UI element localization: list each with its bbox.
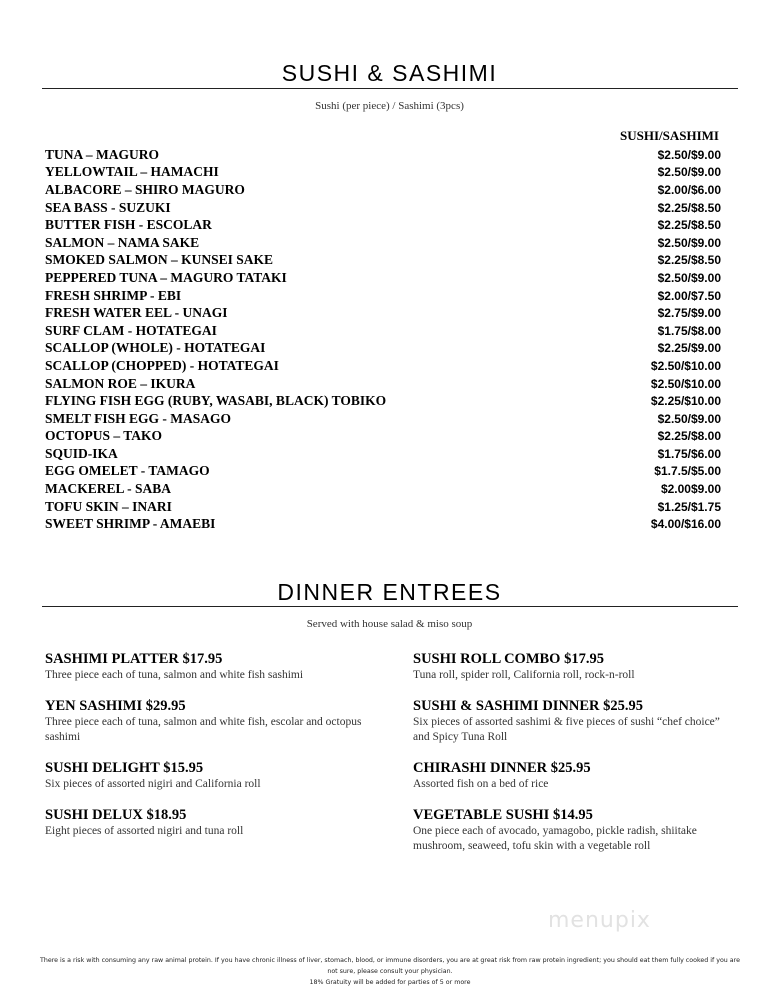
menu-item: [45, 287, 721, 305]
item-name: EGG OMELET - TAMAGO: [45, 463, 210, 479]
item-price: $1.75/$6.00: [657, 446, 721, 461]
item-name: SWEET SHRIMP - AMAEBI: [45, 516, 216, 532]
menu-item: [45, 480, 721, 498]
menu-item: [45, 515, 721, 533]
entree-item: [413, 651, 733, 683]
item-name: SMOKED SALMON – KUNSEI SAKE: [45, 252, 274, 268]
item-price: $2.50/$9.00: [657, 165, 721, 180]
item-price: $2.50/$10.00: [650, 358, 721, 373]
dinner-section-title: DINNER ENTREES: [277, 579, 502, 605]
item-price: $2.50/$9.00: [657, 270, 721, 285]
entree-name: SUSHI & SASHIMI DINNER $25.95: [413, 698, 644, 714]
menu-item: [45, 445, 721, 463]
item-name: FRESH SHRIMP - EBI: [45, 287, 182, 303]
menu-item: [45, 146, 721, 164]
sushi-item-list: [45, 146, 721, 533]
item-price: $2.00/$7.50: [657, 288, 721, 303]
menu-item: [45, 181, 721, 199]
menu-item: [45, 428, 721, 446]
entree-name: SUSHI ROLL COMBO $17.95: [413, 651, 604, 667]
entree-name: VEGETABLE SUSHI $14.95: [413, 807, 593, 823]
entree-description: Three piece each of tuna, salmon and white fish, escolar and octopus sashimi: [45, 716, 362, 743]
menupix-watermark: menupix: [548, 908, 651, 933]
item-price: $4.00/$16.00: [650, 517, 721, 532]
item-price: $2.75/$9.00: [657, 306, 721, 321]
item-price: $2.25/$10.00: [650, 394, 721, 409]
entree-description: Three piece each of tuna, salmon and white fish sashimi: [45, 669, 304, 681]
item-name: TOFU SKIN – INARI: [45, 498, 172, 514]
item-name: SQUID-IKA: [45, 445, 118, 461]
menu-item: [45, 392, 721, 410]
entree-item: [413, 698, 733, 745]
entree-description: One piece each of avocado, yamagobo, pickle radish, shiitake mushroom, seaweed, tofu skin with a vegetable roll: [413, 825, 697, 852]
item-name: SCALLOP (WHOLE) - HOTATEGAI: [45, 340, 266, 356]
menu-item: [45, 164, 721, 182]
item-name: MACKEREL - SABA: [45, 481, 172, 497]
entree-item: [45, 651, 385, 683]
entree-column-right: [413, 651, 733, 869]
item-price: $2.50/$9.00: [657, 147, 721, 162]
item-name: YELLOWTAIL – HAMACHI: [45, 164, 219, 180]
entree-column-left: [45, 651, 385, 854]
entree-name: SASHIMI PLATTER $17.95: [45, 651, 223, 667]
dinner-title-divider: [42, 606, 738, 607]
item-name: TUNA – MAGURO: [45, 146, 159, 162]
menu-item: [45, 269, 721, 287]
item-price: $2.00$9.00: [660, 482, 721, 497]
menu-item: [45, 357, 721, 375]
entree-description: Tuna roll, spider roll, California roll, rock-n-roll: [413, 669, 635, 681]
item-price: $2.50/$9.00: [657, 235, 721, 250]
menu-item: [45, 340, 721, 358]
entree-item: [45, 807, 385, 839]
menu-item: [45, 252, 721, 270]
gratuity-notice: 18% Gratuity will be added for parties of 5 or more: [309, 979, 471, 986]
menu-item: [45, 234, 721, 252]
item-name: SALMON ROE – IKURA: [45, 375, 196, 391]
dinner-section-subtitle: Served with house salad & miso soup: [306, 618, 473, 630]
item-name: OCTOPUS – TAKO: [45, 428, 163, 444]
item-name: FRESH WATER EEL - UNAGI: [45, 305, 228, 321]
menu-item: [45, 410, 721, 428]
item-price: $2.25/$8.50: [657, 253, 721, 268]
item-name: SCALLOP (CHOPPED) - HOTATEGAI: [45, 357, 279, 373]
item-price: $1.7.5/$5.00: [654, 464, 721, 479]
sushi-column-header: SUSHI/SASHIMI: [620, 128, 719, 143]
sushi-title-divider: [42, 88, 738, 89]
menu-item: [45, 216, 721, 234]
menu-item: [45, 322, 721, 340]
item-name: SEA BASS - SUZUKI: [45, 199, 171, 215]
item-name: PEPPERED TUNA – MAGURO TATAKI: [45, 269, 287, 285]
item-name: ALBACORE – SHIRO MAGURO: [45, 181, 245, 197]
entree-description: Eight pieces of assorted nigiri and tuna roll: [45, 825, 244, 837]
entree-item: [413, 807, 733, 854]
sushi-section-title: SUSHI & SASHIMI: [281, 60, 498, 86]
footer-disclaimer: [40, 955, 740, 988]
entree-description: Six pieces of assorted sashimi & five pieces of sushi “chef choice” and Spicy Tuna Roll: [413, 716, 720, 743]
item-price: $2.25/$8.50: [657, 218, 721, 233]
item-price: $2.50/$9.00: [657, 411, 721, 426]
entree-item: [45, 760, 385, 792]
menu-item: [45, 463, 721, 481]
menu-item: [45, 498, 721, 516]
item-price: $2.25/$8.00: [657, 429, 721, 444]
entree-description: Six pieces of assorted nigiri and California roll: [45, 778, 261, 790]
sushi-section-subtitle: Sushi (per piece) / Sashimi (3pcs): [315, 100, 464, 112]
item-name: SMELT FISH EGG - MASAGO: [45, 410, 232, 426]
item-price: $2.50/$10.00: [650, 376, 721, 391]
menu-item: [45, 304, 721, 322]
item-price: $2.25/$9.00: [657, 341, 721, 356]
item-name: BUTTER FISH - ESCOLAR: [45, 217, 212, 233]
item-name: SURF CLAM - HOTATEGAI: [45, 322, 217, 338]
entree-name: YEN SASHIMI $29.95: [45, 698, 186, 714]
item-name: FLYING FISH EGG (RUBY, WASABI, BLACK) TOBIKO: [45, 393, 387, 409]
entree-description: Assorted fish on a bed of rice: [413, 778, 549, 790]
menu-item: [45, 375, 721, 393]
item-price: $1.25/$1.75: [657, 499, 721, 514]
entree-name: SUSHI DELUX $18.95: [45, 807, 187, 823]
item-name: SALMON – NAMA SAKE: [45, 234, 200, 250]
entree-item: [413, 760, 733, 792]
item-price: $2.25/$8.50: [657, 200, 721, 215]
item-price: $2.00/$6.00: [657, 182, 721, 197]
entree-item: [45, 698, 385, 745]
raw-protein-warning: There is a risk with consuming any raw animal protein. If you have chronic illness of liver, stomach, blood, or immune disorders, you are at great risk from raw protein ingredient; you should eat them fully cooked if you are not sure, please consult your physician.: [40, 957, 740, 975]
menu-item: [45, 199, 721, 217]
entree-name: SUSHI DELIGHT $15.95: [45, 760, 204, 776]
entree-name: CHIRASHI DINNER $25.95: [413, 760, 591, 776]
item-price: $1.75/$8.00: [657, 323, 721, 338]
